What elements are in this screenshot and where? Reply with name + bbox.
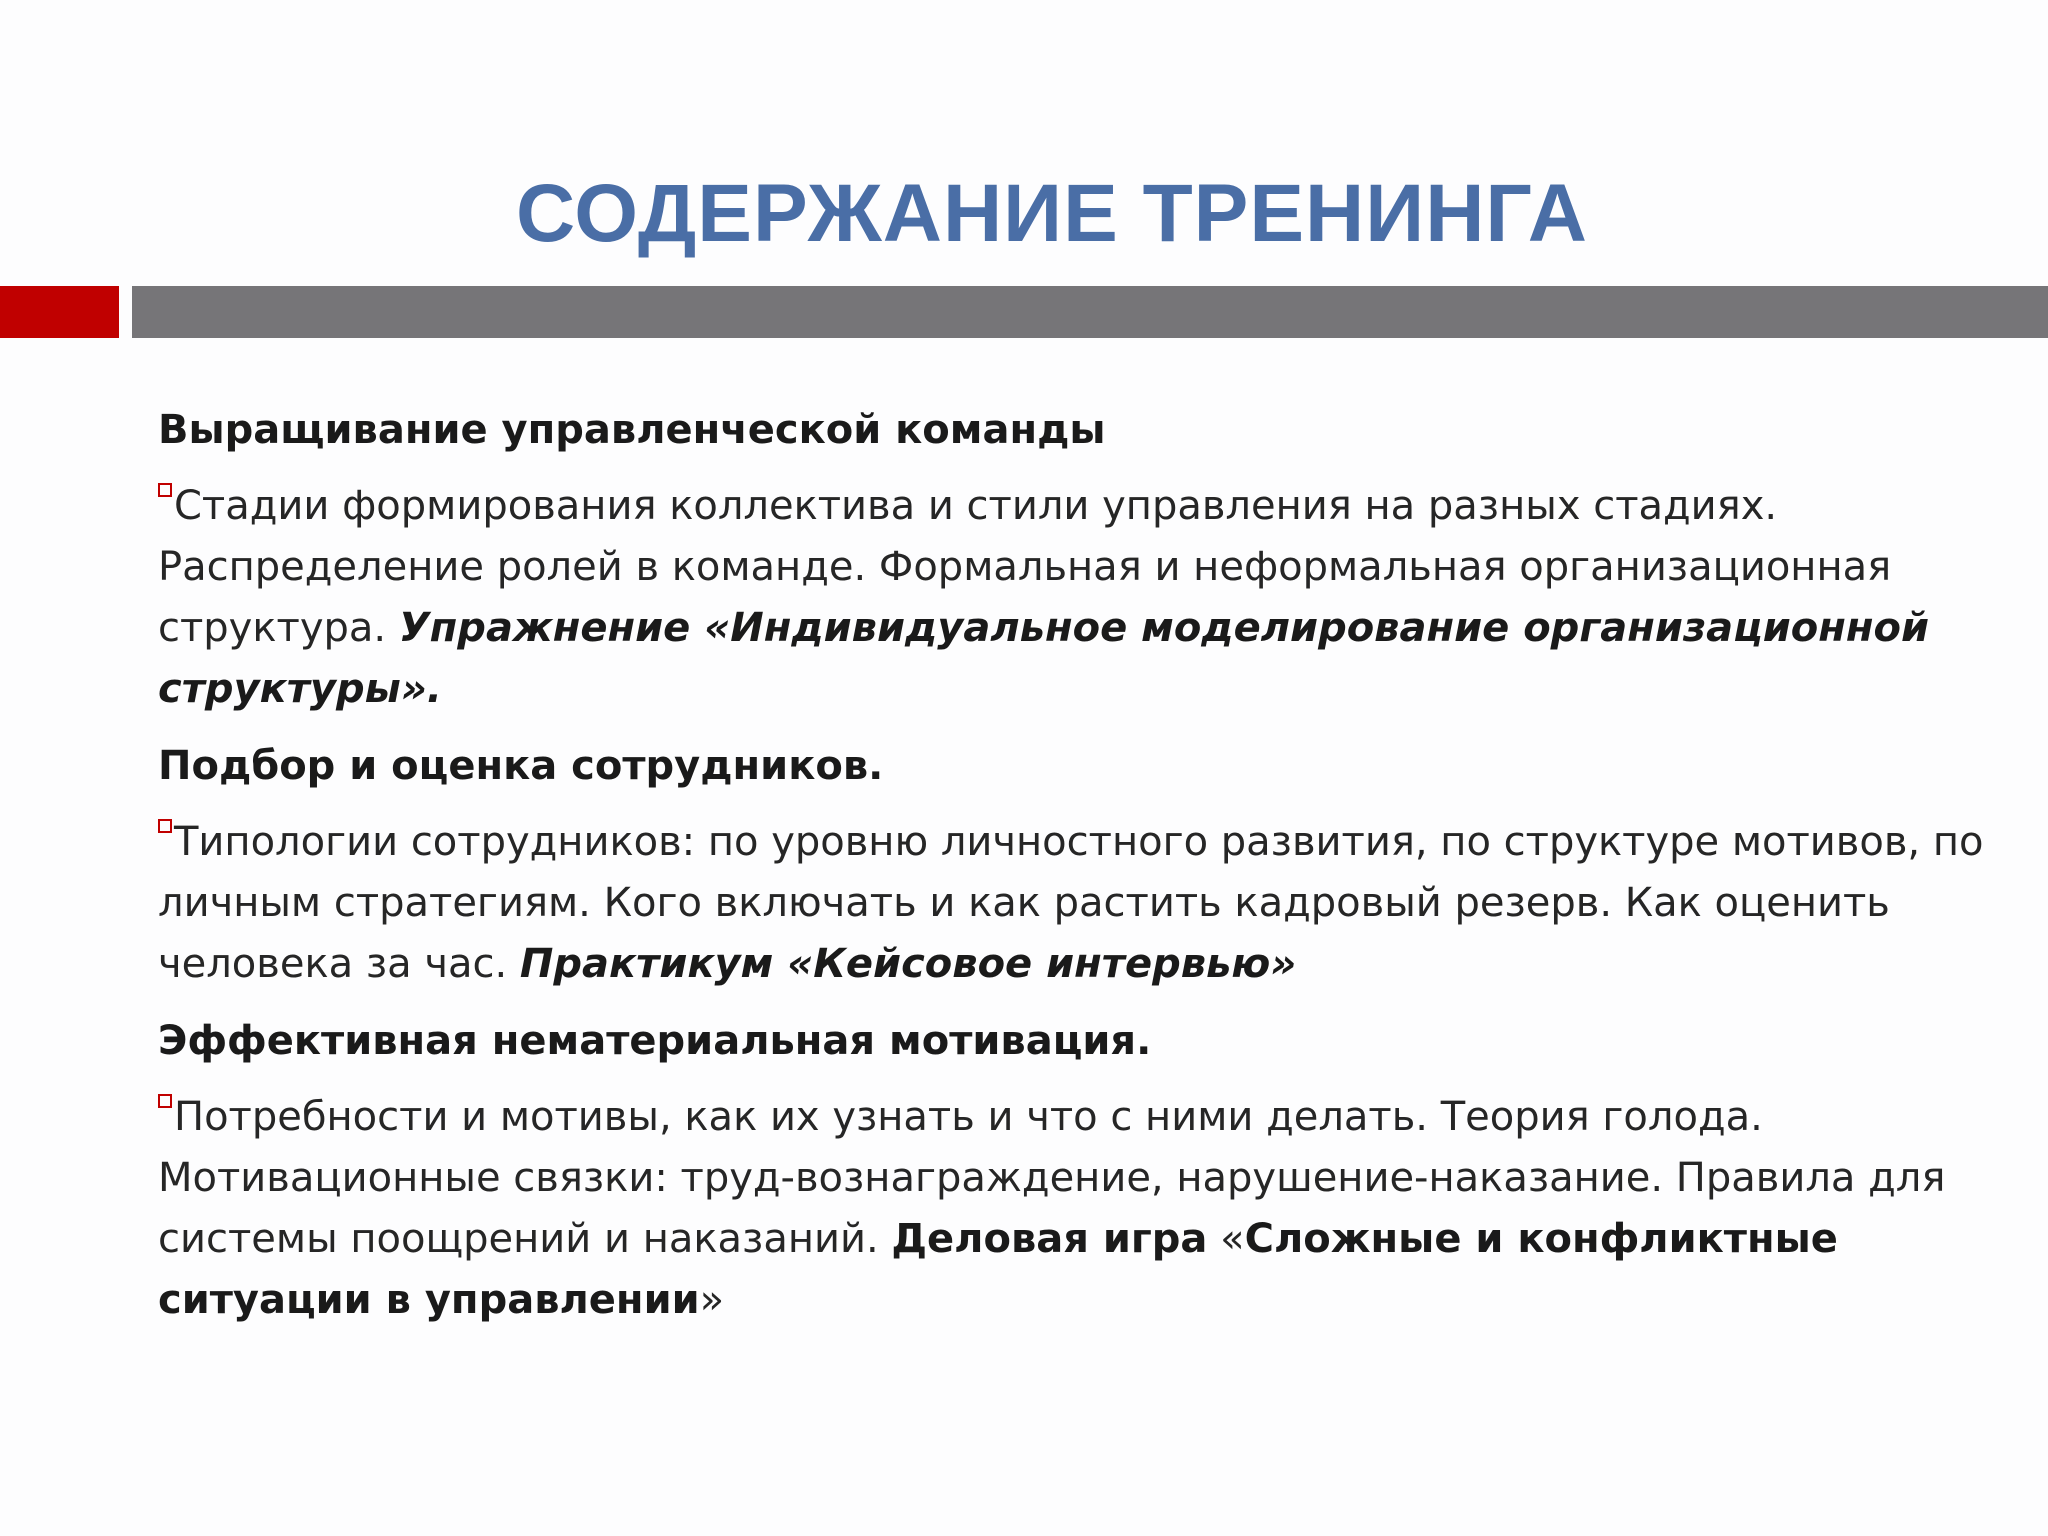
hollow-square-bullet-icon [158,819,172,833]
hollow-square-bullet-icon [158,1094,172,1108]
section-heading-staff-selection: Подбор и оценка сотрудников. [158,743,884,789]
section-heading-management-team: Выращивание управленческой команды [158,407,1106,453]
slide-content [158,398,1988,1345]
section-text: Стадии формирования коллектива и стили управления на разных стадиях. Распределение ролей в команде. Формальная и неформальная организационная структура. [158,483,1892,651]
quote-close: » [699,1277,725,1323]
business-game-title: Сложные и конфликтные ситуации в управлении [158,1216,1838,1323]
hollow-square-bullet-icon [158,483,172,497]
section-body-motivation [158,1087,1988,1331]
title-divider-red-accent [0,286,119,338]
quote-open: « [1207,1216,1245,1262]
exercise-label: Упражнение «Индивидуальное моделирование организационной структуры». [158,605,1930,712]
section-body-management-team [158,476,1988,720]
section-body-staff-selection [158,812,1988,995]
section-text: Потребности и мотивы, как их узнать и что с ними делать. Теория голода. Мотивационные связки: труд-вознаграждение, нарушение-наказание. Правила для системы поощрений и наказаний. [158,1094,1946,1262]
practicum-label: Практикум «Кейсовое интервью» [519,941,1297,987]
section-text: Типологии сотрудников: по уровню личностного развития, по структуре мотивов, по личным стратегиям. Кого включать и как растить кадровый резерв. Как оценить человека за час. [158,819,1984,987]
slide-title: СОДЕРЖАНИЕ ТРЕНИНГА [516,167,1588,259]
section-heading-motivation: Эффективная нематериальная мотивация. [158,1018,1152,1064]
title-divider-gray-bar [132,286,2048,338]
business-game-label: Деловая игра [891,1216,1208,1262]
